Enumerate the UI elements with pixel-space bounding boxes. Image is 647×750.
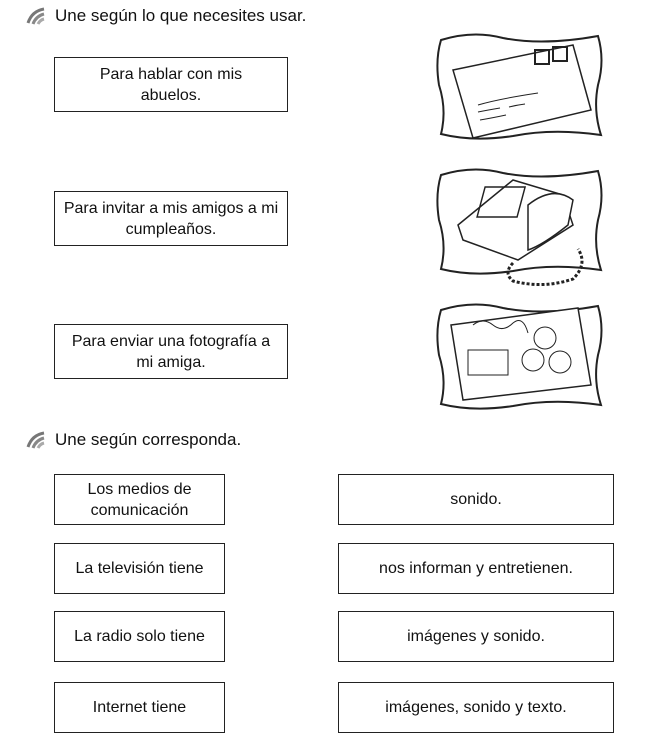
left-box[interactable] <box>54 543 225 594</box>
left-box[interactable] <box>54 611 225 662</box>
phrase-text: Para invitar a mis amigos a mi cumpleaños. <box>63 199 279 238</box>
left-box[interactable] <box>54 682 225 733</box>
left-box[interactable] <box>54 474 225 525</box>
bullet-icon <box>26 7 46 25</box>
phrase-text: Para enviar una fotografía a mi amiga. <box>71 332 271 371</box>
right-box[interactable] <box>338 682 614 733</box>
left-text: La televisión tiene <box>75 560 204 577</box>
phrase-box[interactable] <box>54 324 288 379</box>
right-text: imágenes, sonido y texto. <box>385 699 567 716</box>
left-text: Los medios de comunicación <box>87 480 192 519</box>
right-text: nos informan y entretienen. <box>379 560 573 577</box>
instruction: Une según corresponda. <box>55 430 242 449</box>
envelope-picture[interactable] <box>433 30 608 142</box>
right-box[interactable] <box>338 474 614 525</box>
left-text: Internet tiene <box>92 699 187 716</box>
section2-heading <box>26 430 241 450</box>
right-box[interactable] <box>338 543 614 594</box>
phrase-box[interactable] <box>54 57 288 112</box>
right-box[interactable] <box>338 611 614 662</box>
section1-heading <box>26 6 306 26</box>
birthday-card-picture[interactable] <box>433 300 608 412</box>
telephone-picture[interactable] <box>433 165 608 290</box>
phrase-box[interactable] <box>54 191 288 246</box>
bullet-icon <box>26 431 46 449</box>
instruction: Une según lo que necesites usar. <box>55 6 307 25</box>
right-text: sonido. <box>450 491 502 508</box>
phrase-text: Para hablar con mis abuelos. <box>99 65 243 104</box>
right-text: imágenes y sonido. <box>407 628 545 645</box>
left-text: La radio solo tiene <box>74 628 205 645</box>
